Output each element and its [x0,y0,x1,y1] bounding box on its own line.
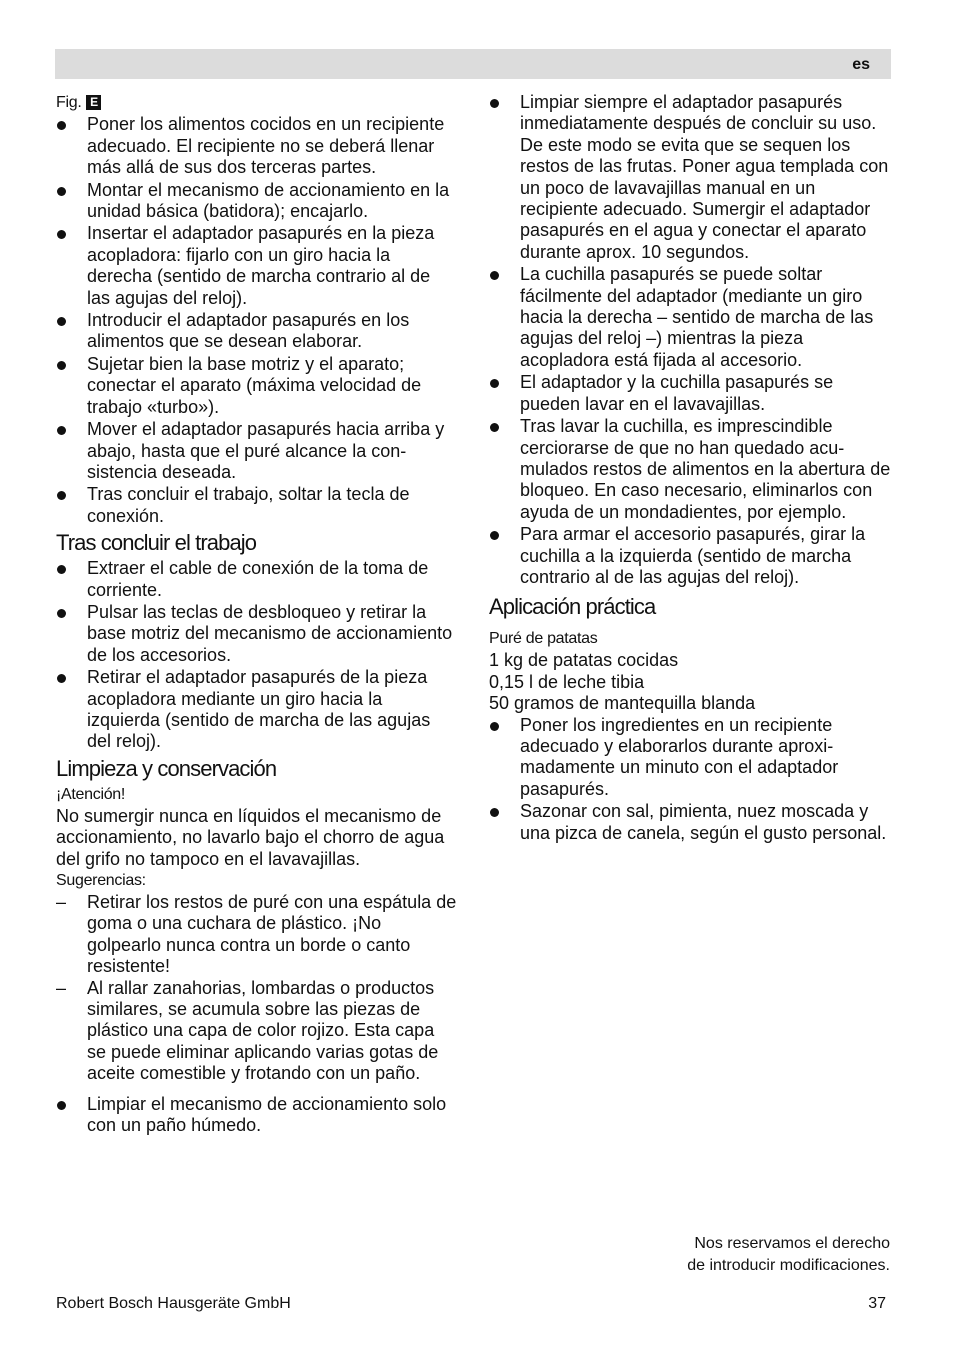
list-item: Tras concluir el trabajo, soltar la tecla de conexión. [56,484,458,527]
recipe-steps-list [489,715,891,844]
header-bar [55,49,891,79]
disclaimer-line: Nos reservamos el derecho [694,1235,890,1252]
list-item: Poner los ingredientes en un recipiente adecuado y elaborarlos durante aproximadamente un minuto con el adaptador pasapurés. [489,715,891,801]
list-item: Sujetar bien la base motriz y el aparato; conectar el aparato (máxima velocidad de trabajo «turbo»). [56,354,458,418]
language-code: es [852,56,870,73]
page-number: 37 [868,1295,886,1312]
ingredients-list [489,650,891,714]
ingredient: 0,15 l de leche tibia [489,671,645,692]
after-work-list [56,558,458,753]
list-item: Introducir el adaptador pasapurés en los alimentos que se desean elaborar. [56,310,458,353]
left-column [56,92,458,1137]
attention-text: No sumergir nunca en líquidos el mecanismo de accionamiento, no lavarlo bajo el chorro de agua del grifo no tampoco en el lavavajillas. [56,805,445,869]
after-work-heading: Tras concluir el trabajo [56,530,257,556]
list-item: Pulsar las teclas de desbloqueo y retirar la base motriz del mecanismo de accionamiento de los accesorios. [56,602,458,666]
right-column [489,92,891,845]
cleaning-list-right [489,92,891,588]
list-item: Extraer el cable de conexión de la toma de corriente. [56,558,458,601]
cleaning-list-left [56,1094,458,1137]
cleaning-heading: Limpieza y conservación [56,755,277,781]
application-heading: Aplicación práctica [489,594,656,620]
list-item: Tras lavar la cuchilla, es imprescindible cerciorarse de que no han quedado acumulados restos de alimentos en la abertura de bloqueo. En caso necesario, eliminarlos con ayuda de un mondadientes, por ejemplo. [489,416,891,523]
disclaimer-note [687,1233,890,1277]
figure-reference [56,92,458,113]
list-item: Para armar el accesorio pasapurés, girar la cuchilla a la izquierda (sentido de marcha contrario al de las agujas del reloj). [489,524,891,588]
disclaimer-line: de introducir modificaciones. [687,1257,890,1274]
list-item: Sazonar con sal, pimienta, nuez moscada y una pizca de canela, según el gusto personal. [489,801,891,844]
company-name: Robert Bosch Hausgeräte GmbH [56,1295,291,1312]
recipe-title: Puré de patatas [489,630,598,648]
list-item: Mover el adaptador pasapurés hacia arriba y abajo, hasta que el puré alcance la consistencia deseada. [56,419,458,483]
attention-label: ¡Atención! [56,785,126,803]
list-item: – Al rallar zanahorias, lombardas o productos similares, se acumula sobre las piezas de plástico una capa de color rojizo. Esta capa se puede eliminar aplicando varias gotas de aceite comestible y frotando con un paño. [56,978,458,1085]
fig-steps-list [56,114,458,527]
list-item: Montar el mecanismo de accionamiento en la unidad básica (batidora); encajarlo. [56,180,458,223]
figure-letter-icon: E [86,95,101,110]
ingredient: 1 kg de patatas cocidas [489,650,679,671]
list-item: El adaptador y la cuchilla pasapurés se pueden lavar en el lavavajillas. [489,372,891,415]
list-item: Poner los alimentos cocidos en un recipiente adecuado. El recipiente no se deberá llenar más allá de sus dos terceras partes. [56,114,458,178]
list-item: Limpiar siempre el adaptador pasapurés inmediatamente después de concluir su uso. De este modo se evita que se sequen los restos de las frutas. Poner agua templada con un poco de lavavajillas manual en un recipiente adecuado. Sumergir el adaptador pasapurés en el agua y conectar el aparato durante aprox. 10 segundos. [489,92,891,263]
list-item: La cuchilla pasapurés se puede soltar fácilmente del adaptador (mediante un giro hacia la derecha – sentido de marcha de las agujas del reloj –) mientras la pieza acopladora está fijada al accesorio. [489,264,891,371]
list-item: Insertar el adaptador pasapurés en la pieza acopladora: fijarlo con un giro hacia la derecha (sentido de marcha contrario al de las agujas del reloj). [56,223,458,309]
list-item: – Retirar los restos de puré con una espátula de goma o una cuchara de plástico. ¡No golpearlo nunca contra un borde o canto resistente! [56,892,458,978]
list-item: Limpiar el mecanismo de accionamiento solo con un paño húmedo. [56,1094,458,1137]
tips-list [56,892,458,1085]
tips-label: Sugerencias: [56,872,146,889]
figure-label: Fig. [56,94,82,111]
list-item: Retirar el adaptador pasapurés de la pieza acopladora mediante un giro hacia la izquierda (sentido de marcha de las agujas del reloj). [56,667,458,753]
ingredient: 50 gramos de mantequilla blanda [489,693,756,714]
